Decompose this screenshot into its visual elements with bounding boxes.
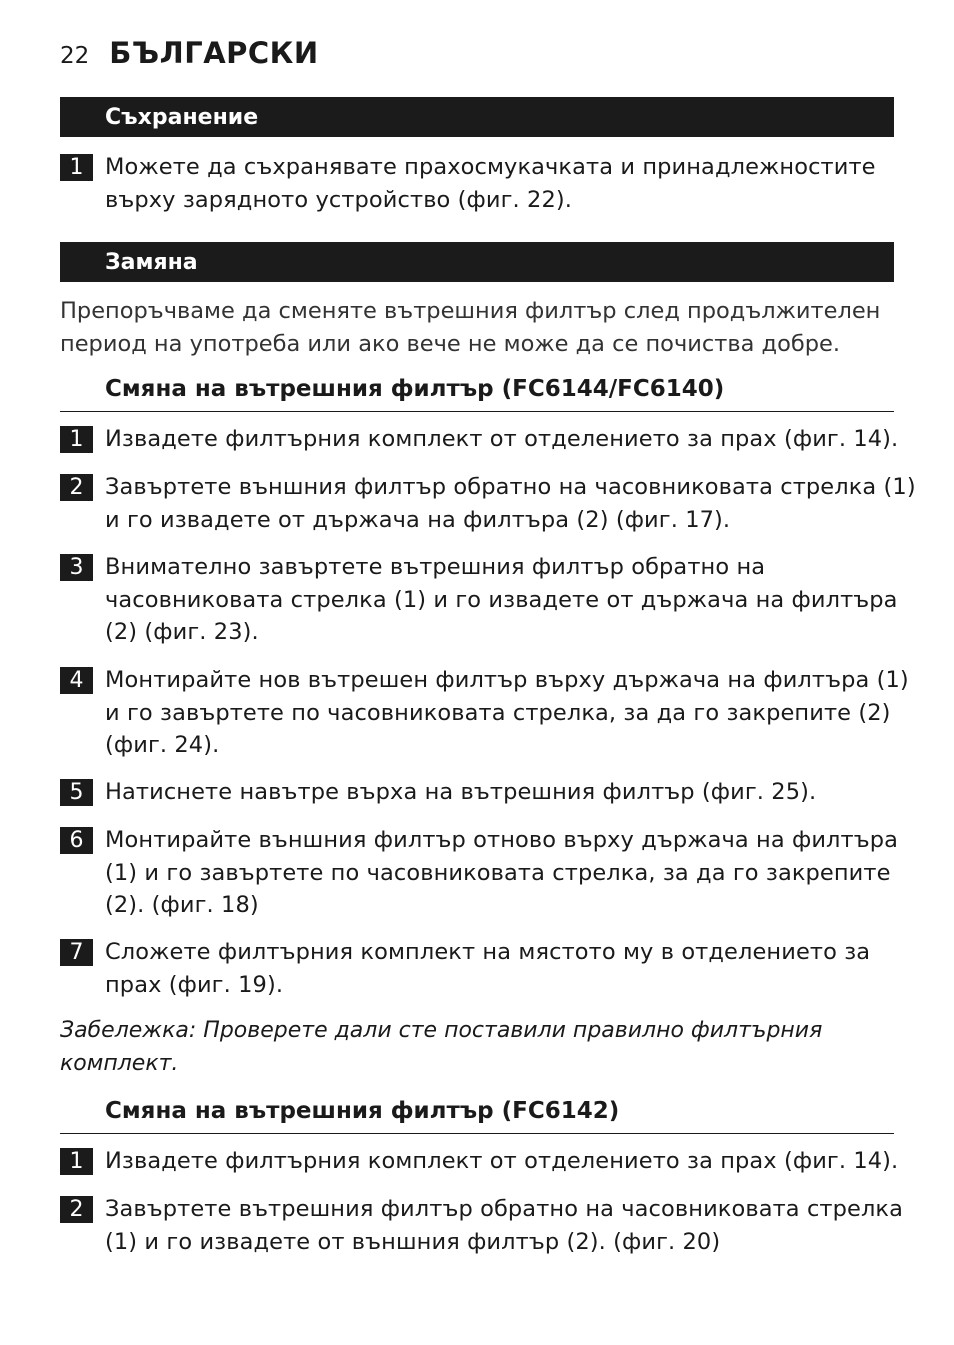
step-text: Извадете филтърния комплект от отделението за прах (фиг. 14).	[105, 426, 899, 452]
step-number: 2	[60, 474, 93, 501]
step-text: Можете да съхранявате прахосмукачката и принадлежностите върху зарядното устройство (фиг. 22).	[105, 154, 876, 213]
section-replacement-title: Замяна	[60, 242, 894, 282]
page-header	[60, 36, 319, 70]
replacement-intro: Препоръчваме да сменяте вътрешния филтър след продължителен период на употреба или ако вече не може да се почиства добре.	[60, 298, 881, 357]
subsection-title-fc6144: Смяна на вътрешния филтър (FC6144/FC6140)	[60, 374, 894, 412]
filter-a-step-3	[60, 551, 920, 649]
filter-a-step-2	[60, 471, 920, 536]
step-number: 3	[60, 554, 93, 581]
storage-step-1	[60, 151, 920, 216]
subsection-title-fc6142: Смяна на вътрешния филтър (FC6142)	[60, 1096, 894, 1134]
step-text: Монтирайте външния филтър отново върху държача на филтъра (1) и го завъртете по часовниковата стрелка, за да го закрепите (2). (фиг. 18)	[105, 827, 899, 918]
filter-a-step-4	[60, 664, 920, 762]
step-number: 2	[60, 1196, 93, 1223]
step-number: 4	[60, 667, 93, 694]
filter-a-step-1	[60, 423, 920, 456]
step-text: Монтирайте нов вътрешен филтър върху държача на филтъра (1) и го завъртете по часовниковата стрелка, за да го закрепите (2) (фиг. 24).	[105, 667, 909, 758]
step-text: Завъртете вътрешния филтър обратно на часовниковата стрелка (1) и го извадете от външния филтър (2). (фиг. 20)	[105, 1196, 904, 1255]
step-number: 1	[60, 154, 93, 181]
step-text: Натиснете навътре върха на вътрешния филтър (фиг. 25).	[105, 779, 817, 805]
step-text: Извадете филтърния комплект от отделението за прах (фиг. 14).	[105, 1148, 899, 1174]
step-text: Завъртете външния филтър обратно на часовниковата стрелка (1) и го извадете от държача на филтъра (2) (фиг. 17).	[105, 474, 916, 533]
filter-a-step-5	[60, 776, 920, 809]
filter-a-step-7	[60, 936, 920, 1001]
step-number: 1	[60, 1148, 93, 1175]
step-number: 5	[60, 779, 93, 806]
step-text: Внимателно завъртете вътрешния филтър обратно на часовниковата стрелка (1) и го извадете от държача на филтъра (2) (фиг. 23).	[105, 554, 898, 645]
step-number: 6	[60, 827, 93, 854]
section-storage-title: Съхранение	[60, 97, 894, 137]
step-number: 1	[60, 426, 93, 453]
filter-note: Забележка: Проверете дали сте поставили правилно филтърния комплект.	[60, 1018, 823, 1076]
filter-b-step-1	[60, 1145, 920, 1178]
page-number: 22	[60, 43, 90, 69]
step-number: 7	[60, 939, 93, 966]
step-text: Сложете филтърния комплект на мястото му в отделението за прах (фиг. 19).	[105, 939, 871, 998]
filter-b-step-2	[60, 1193, 920, 1258]
filter-a-step-6	[60, 824, 920, 922]
language-title: БЪЛГАРСКИ	[109, 36, 319, 70]
